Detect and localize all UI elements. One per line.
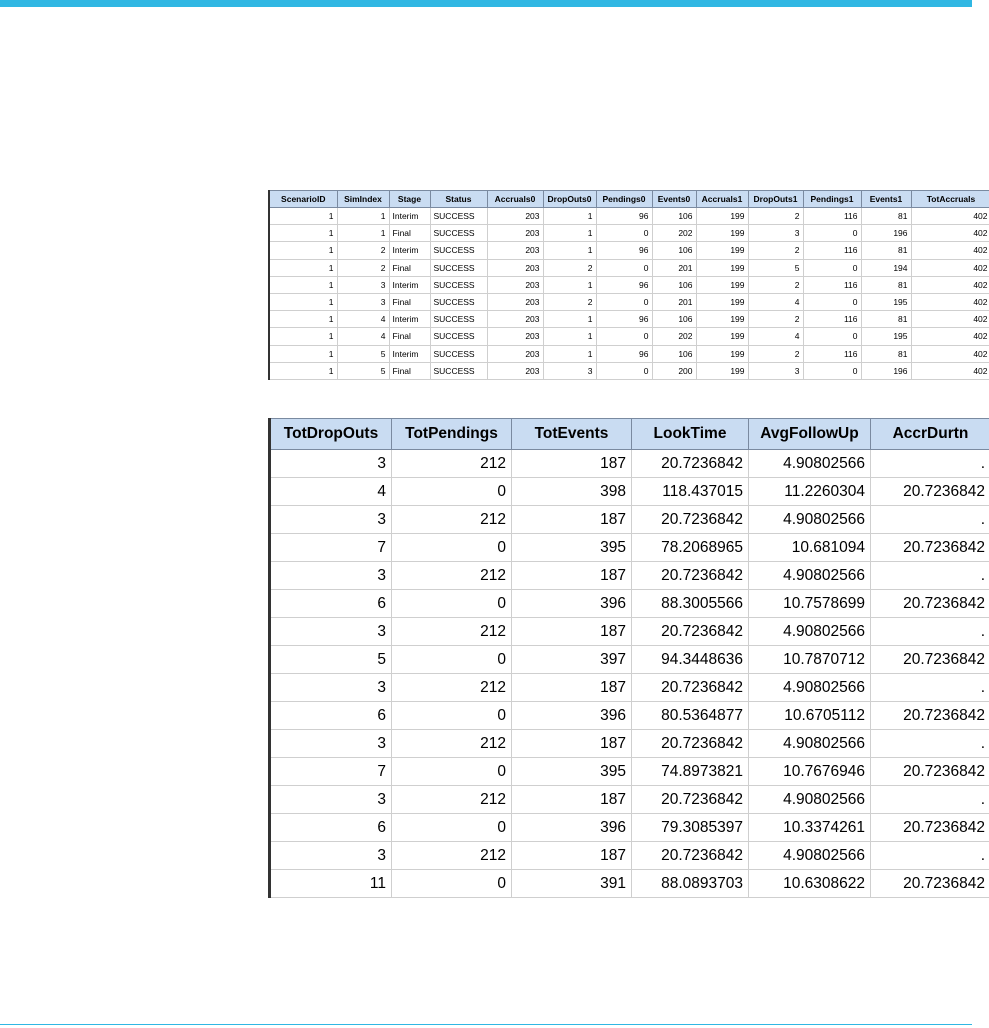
table-cell: 212: [392, 786, 512, 814]
table-row: [270, 674, 989, 702]
table-cell: 3: [270, 786, 392, 814]
bottom-accent-rule: [0, 1024, 972, 1025]
table-cell: 187: [512, 562, 632, 590]
table-cell: 5: [337, 362, 389, 379]
table-cell: 1: [269, 259, 337, 276]
table-cell: 6: [270, 814, 392, 842]
table-cell: 116: [803, 345, 861, 362]
table-cell: 196: [861, 225, 911, 242]
table-cell: 4.90802566: [749, 450, 871, 478]
column-header: LookTime: [632, 419, 749, 450]
table-cell: 20.7236842: [632, 562, 749, 590]
column-header: Events0: [652, 191, 696, 208]
column-header: SimIndex: [337, 191, 389, 208]
table-cell: 7: [270, 758, 392, 786]
table-cell: 199: [696, 225, 748, 242]
table-cell: 199: [696, 328, 748, 345]
table-cell: 81: [861, 345, 911, 362]
table-header-row: [270, 419, 989, 450]
table-cell: 203: [487, 259, 543, 276]
table-cell: 96: [596, 345, 652, 362]
table-cell: 2: [543, 293, 596, 310]
table-cell: 212: [392, 506, 512, 534]
table-cell: 187: [512, 730, 632, 758]
table-cell: 187: [512, 786, 632, 814]
table-cell: 3: [748, 225, 803, 242]
table-cell: 2: [337, 259, 389, 276]
table-cell: 0: [803, 259, 861, 276]
table-cell: 11.2260304: [749, 478, 871, 506]
simulation-table-part-2: [268, 418, 989, 898]
table-cell: 1: [269, 345, 337, 362]
table-cell: 203: [487, 276, 543, 293]
table-cell: Interim: [389, 276, 430, 293]
table-cell: 118.437015: [632, 478, 749, 506]
table-cell: 0: [803, 225, 861, 242]
table-cell: 106: [652, 242, 696, 259]
table-cell: 194: [861, 259, 911, 276]
table-cell: .: [871, 842, 989, 870]
table-cell: 116: [803, 311, 861, 328]
table-cell: 195: [861, 328, 911, 345]
table-cell: 1: [337, 225, 389, 242]
table-cell: 4: [270, 478, 392, 506]
table-cell: 196: [861, 362, 911, 379]
table-cell: 202: [652, 225, 696, 242]
table-cell: 88.3005566: [632, 590, 749, 618]
table-row: [269, 276, 989, 293]
table-cell: 203: [487, 328, 543, 345]
column-header: DropOuts0: [543, 191, 596, 208]
table-cell: 0: [596, 293, 652, 310]
table-cell: 402: [911, 328, 989, 345]
table-cell: 4.90802566: [749, 674, 871, 702]
table-cell: 0: [392, 534, 512, 562]
table-cell: SUCCESS: [430, 242, 487, 259]
table-cell: 0: [596, 362, 652, 379]
table-row: [269, 328, 989, 345]
table-cell: 3: [337, 293, 389, 310]
table-cell: 0: [803, 328, 861, 345]
table-cell: 4: [748, 328, 803, 345]
table-cell: Final: [389, 328, 430, 345]
table-cell: 96: [596, 276, 652, 293]
table-cell: 402: [911, 242, 989, 259]
table-cell: 106: [652, 208, 696, 225]
table-cell: 397: [512, 646, 632, 674]
table-cell: 187: [512, 450, 632, 478]
table-cell: 203: [487, 345, 543, 362]
table-cell: 203: [487, 225, 543, 242]
table-row: [270, 842, 989, 870]
table-cell: 199: [696, 276, 748, 293]
table-cell: 0: [596, 259, 652, 276]
table-row: [269, 362, 989, 379]
table-cell: 1: [543, 328, 596, 345]
table-cell: 212: [392, 450, 512, 478]
table-cell: 395: [512, 758, 632, 786]
top-accent-rule: [0, 0, 972, 7]
table-cell: 20.7236842: [871, 702, 989, 730]
table-cell: 0: [803, 293, 861, 310]
table-cell: 2: [748, 345, 803, 362]
table-cell: 94.3448636: [632, 646, 749, 674]
column-header: Events1: [861, 191, 911, 208]
table-cell: .: [871, 562, 989, 590]
table-cell: SUCCESS: [430, 328, 487, 345]
table-cell: .: [871, 786, 989, 814]
table-cell: 396: [512, 590, 632, 618]
table-cell: 203: [487, 311, 543, 328]
table-row: [270, 814, 989, 842]
table-cell: 1: [269, 311, 337, 328]
table-cell: 1: [543, 311, 596, 328]
column-header: Stage: [389, 191, 430, 208]
table-row: [269, 311, 989, 328]
table-cell: 0: [392, 646, 512, 674]
table-cell: 391: [512, 870, 632, 898]
table-cell: SUCCESS: [430, 276, 487, 293]
table-cell: .: [871, 730, 989, 758]
table-cell: 10.6308622: [749, 870, 871, 898]
table-cell: 0: [392, 814, 512, 842]
table-cell: 1: [269, 242, 337, 259]
table-cell: Final: [389, 362, 430, 379]
table-cell: 4: [337, 328, 389, 345]
table-cell: SUCCESS: [430, 208, 487, 225]
table-row: [269, 293, 989, 310]
table-row: [270, 786, 989, 814]
table-cell: 20.7236842: [632, 730, 749, 758]
table-cell: 195: [861, 293, 911, 310]
table-row: [270, 758, 989, 786]
table-cell: 3: [270, 450, 392, 478]
table-cell: 3: [543, 362, 596, 379]
table-cell: 199: [696, 259, 748, 276]
table-cell: .: [871, 674, 989, 702]
table-cell: 1: [269, 328, 337, 345]
table-cell: 4.90802566: [749, 618, 871, 646]
table-cell: 3: [748, 362, 803, 379]
table-cell: 402: [911, 225, 989, 242]
table-cell: 20.7236842: [632, 506, 749, 534]
column-header: DropOuts1: [748, 191, 803, 208]
table-cell: 20.7236842: [871, 478, 989, 506]
table-cell: 402: [911, 311, 989, 328]
table-cell: 81: [861, 242, 911, 259]
table-row: [270, 534, 989, 562]
table-cell: 200: [652, 362, 696, 379]
column-header: AccrDurtn: [871, 419, 989, 450]
table-cell: 2: [748, 311, 803, 328]
table-cell: 7: [270, 534, 392, 562]
column-header: Pendings0: [596, 191, 652, 208]
table-cell: 1: [543, 225, 596, 242]
column-header: TotEvents: [512, 419, 632, 450]
table-cell: 0: [392, 478, 512, 506]
table-cell: 203: [487, 208, 543, 225]
table-row: [270, 450, 989, 478]
table-row: [270, 702, 989, 730]
table-cell: 2: [748, 242, 803, 259]
table-cell: 20.7236842: [871, 758, 989, 786]
table-cell: 3: [270, 506, 392, 534]
table-row: [270, 618, 989, 646]
table-cell: Interim: [389, 311, 430, 328]
table-cell: 20.7236842: [632, 618, 749, 646]
table-cell: 212: [392, 842, 512, 870]
column-header: Accruals0: [487, 191, 543, 208]
table-cell: 199: [696, 242, 748, 259]
table-row: [270, 870, 989, 898]
table-cell: 5: [270, 646, 392, 674]
table-cell: SUCCESS: [430, 259, 487, 276]
table-cell: 0: [596, 225, 652, 242]
table-row: [269, 225, 989, 242]
table-cell: 78.2068965: [632, 534, 749, 562]
table-cell: 1: [269, 293, 337, 310]
table-cell: 187: [512, 674, 632, 702]
table-cell: 187: [512, 842, 632, 870]
table-cell: 1: [269, 276, 337, 293]
table-cell: Interim: [389, 242, 430, 259]
table-cell: 187: [512, 506, 632, 534]
table-cell: 0: [596, 328, 652, 345]
table-cell: 20.7236842: [871, 646, 989, 674]
table-row: [270, 730, 989, 758]
table-cell: 11: [270, 870, 392, 898]
table-cell: 2: [748, 276, 803, 293]
table-row: [269, 259, 989, 276]
table-cell: 1: [543, 276, 596, 293]
column-header: Accruals1: [696, 191, 748, 208]
table-cell: 4.90802566: [749, 842, 871, 870]
table-cell: 212: [392, 618, 512, 646]
table-cell: 3: [270, 842, 392, 870]
table-cell: 106: [652, 311, 696, 328]
table-cell: 3: [270, 562, 392, 590]
table-cell: 20.7236842: [871, 590, 989, 618]
table-cell: SUCCESS: [430, 362, 487, 379]
table-cell: 3: [270, 674, 392, 702]
table-row: [270, 506, 989, 534]
table-cell: 402: [911, 362, 989, 379]
table-cell: .: [871, 618, 989, 646]
table-cell: 0: [392, 590, 512, 618]
simulation-table-part-1: [268, 190, 989, 380]
table-row: [270, 478, 989, 506]
table-cell: SUCCESS: [430, 293, 487, 310]
table-row: [270, 590, 989, 618]
table-cell: 20.7236842: [871, 534, 989, 562]
column-header: AvgFollowUp: [749, 419, 871, 450]
table-cell: 6: [270, 702, 392, 730]
table-cell: 0: [392, 758, 512, 786]
table-cell: 116: [803, 208, 861, 225]
table-cell: 212: [392, 674, 512, 702]
table-cell: 81: [861, 208, 911, 225]
table-cell: 10.7578699: [749, 590, 871, 618]
table-cell: 79.3085397: [632, 814, 749, 842]
table-cell: 0: [392, 870, 512, 898]
table-cell: 203: [487, 362, 543, 379]
table-cell: 4.90802566: [749, 786, 871, 814]
table-cell: 212: [392, 562, 512, 590]
table-cell: 106: [652, 345, 696, 362]
table-cell: 402: [911, 259, 989, 276]
table-cell: 1: [269, 208, 337, 225]
table-cell: 199: [696, 208, 748, 225]
table-cell: 116: [803, 276, 861, 293]
table-row: [269, 208, 989, 225]
table-row: [270, 562, 989, 590]
table-cell: 96: [596, 208, 652, 225]
table-cell: 20.7236842: [632, 786, 749, 814]
table-cell: 396: [512, 702, 632, 730]
table-cell: .: [871, 450, 989, 478]
table-cell: 4.90802566: [749, 730, 871, 758]
table-cell: 96: [596, 242, 652, 259]
table-cell: 2: [337, 242, 389, 259]
table-cell: 199: [696, 362, 748, 379]
table-header-row: [269, 191, 989, 208]
table-cell: 5: [337, 345, 389, 362]
table-cell: 199: [696, 311, 748, 328]
column-header: TotDropOuts: [270, 419, 392, 450]
table-cell: 88.0893703: [632, 870, 749, 898]
table-cell: SUCCESS: [430, 345, 487, 362]
table-cell: 1: [543, 208, 596, 225]
table-cell: 398: [512, 478, 632, 506]
column-header: ScenarioID: [269, 191, 337, 208]
table-cell: 5: [748, 259, 803, 276]
table-cell: 2: [748, 208, 803, 225]
table-cell: 106: [652, 276, 696, 293]
column-header: TotPendings: [392, 419, 512, 450]
table-cell: 80.5364877: [632, 702, 749, 730]
table-row: [269, 345, 989, 362]
table-cell: 20.7236842: [632, 450, 749, 478]
table-cell: 20.7236842: [871, 814, 989, 842]
table-cell: 1: [543, 242, 596, 259]
table-cell: 10.681094: [749, 534, 871, 562]
table-cell: 1: [337, 208, 389, 225]
table-cell: 212: [392, 730, 512, 758]
table-cell: 199: [696, 345, 748, 362]
table-cell: 81: [861, 311, 911, 328]
table-cell: 402: [911, 276, 989, 293]
table-cell: 6: [270, 590, 392, 618]
table-cell: 20.7236842: [632, 674, 749, 702]
table-cell: 4.90802566: [749, 506, 871, 534]
table-cell: 10.3374261: [749, 814, 871, 842]
table-cell: Interim: [389, 208, 430, 225]
table-cell: 74.8973821: [632, 758, 749, 786]
table-cell: 199: [696, 293, 748, 310]
table-cell: 10.7870712: [749, 646, 871, 674]
table-cell: 2: [543, 259, 596, 276]
table-row: [269, 242, 989, 259]
table-cell: 4: [337, 311, 389, 328]
table-cell: 0: [392, 702, 512, 730]
table-cell: Final: [389, 293, 430, 310]
table-cell: 10.6705112: [749, 702, 871, 730]
table-cell: 20.7236842: [632, 842, 749, 870]
table-cell: 3: [270, 730, 392, 758]
table-cell: 1: [269, 362, 337, 379]
column-header: Pendings1: [803, 191, 861, 208]
table-cell: 201: [652, 293, 696, 310]
table-cell: Interim: [389, 345, 430, 362]
table-cell: 4: [748, 293, 803, 310]
table-cell: 1: [269, 225, 337, 242]
table-cell: 201: [652, 259, 696, 276]
column-header: Status: [430, 191, 487, 208]
table-cell: Final: [389, 225, 430, 242]
table-cell: 395: [512, 534, 632, 562]
table-cell: 402: [911, 293, 989, 310]
table-cell: 0: [803, 362, 861, 379]
table-cell: 81: [861, 276, 911, 293]
table-cell: 116: [803, 242, 861, 259]
table-cell: 396: [512, 814, 632, 842]
table-cell: .: [871, 506, 989, 534]
table-cell: SUCCESS: [430, 311, 487, 328]
table-cell: 402: [911, 208, 989, 225]
table-cell: 96: [596, 311, 652, 328]
table-cell: 203: [487, 293, 543, 310]
table-cell: SUCCESS: [430, 225, 487, 242]
table-cell: 187: [512, 618, 632, 646]
table-cell: 4.90802566: [749, 562, 871, 590]
table-cell: 3: [337, 276, 389, 293]
table-cell: 402: [911, 345, 989, 362]
table-cell: 3: [270, 618, 392, 646]
table-cell: 202: [652, 328, 696, 345]
table-cell: 10.7676946: [749, 758, 871, 786]
table-cell: 203: [487, 242, 543, 259]
table-cell: 1: [543, 345, 596, 362]
table-cell: Final: [389, 259, 430, 276]
table-cell: 20.7236842: [871, 870, 989, 898]
column-header: TotAccruals: [911, 191, 989, 208]
table-row: [270, 646, 989, 674]
